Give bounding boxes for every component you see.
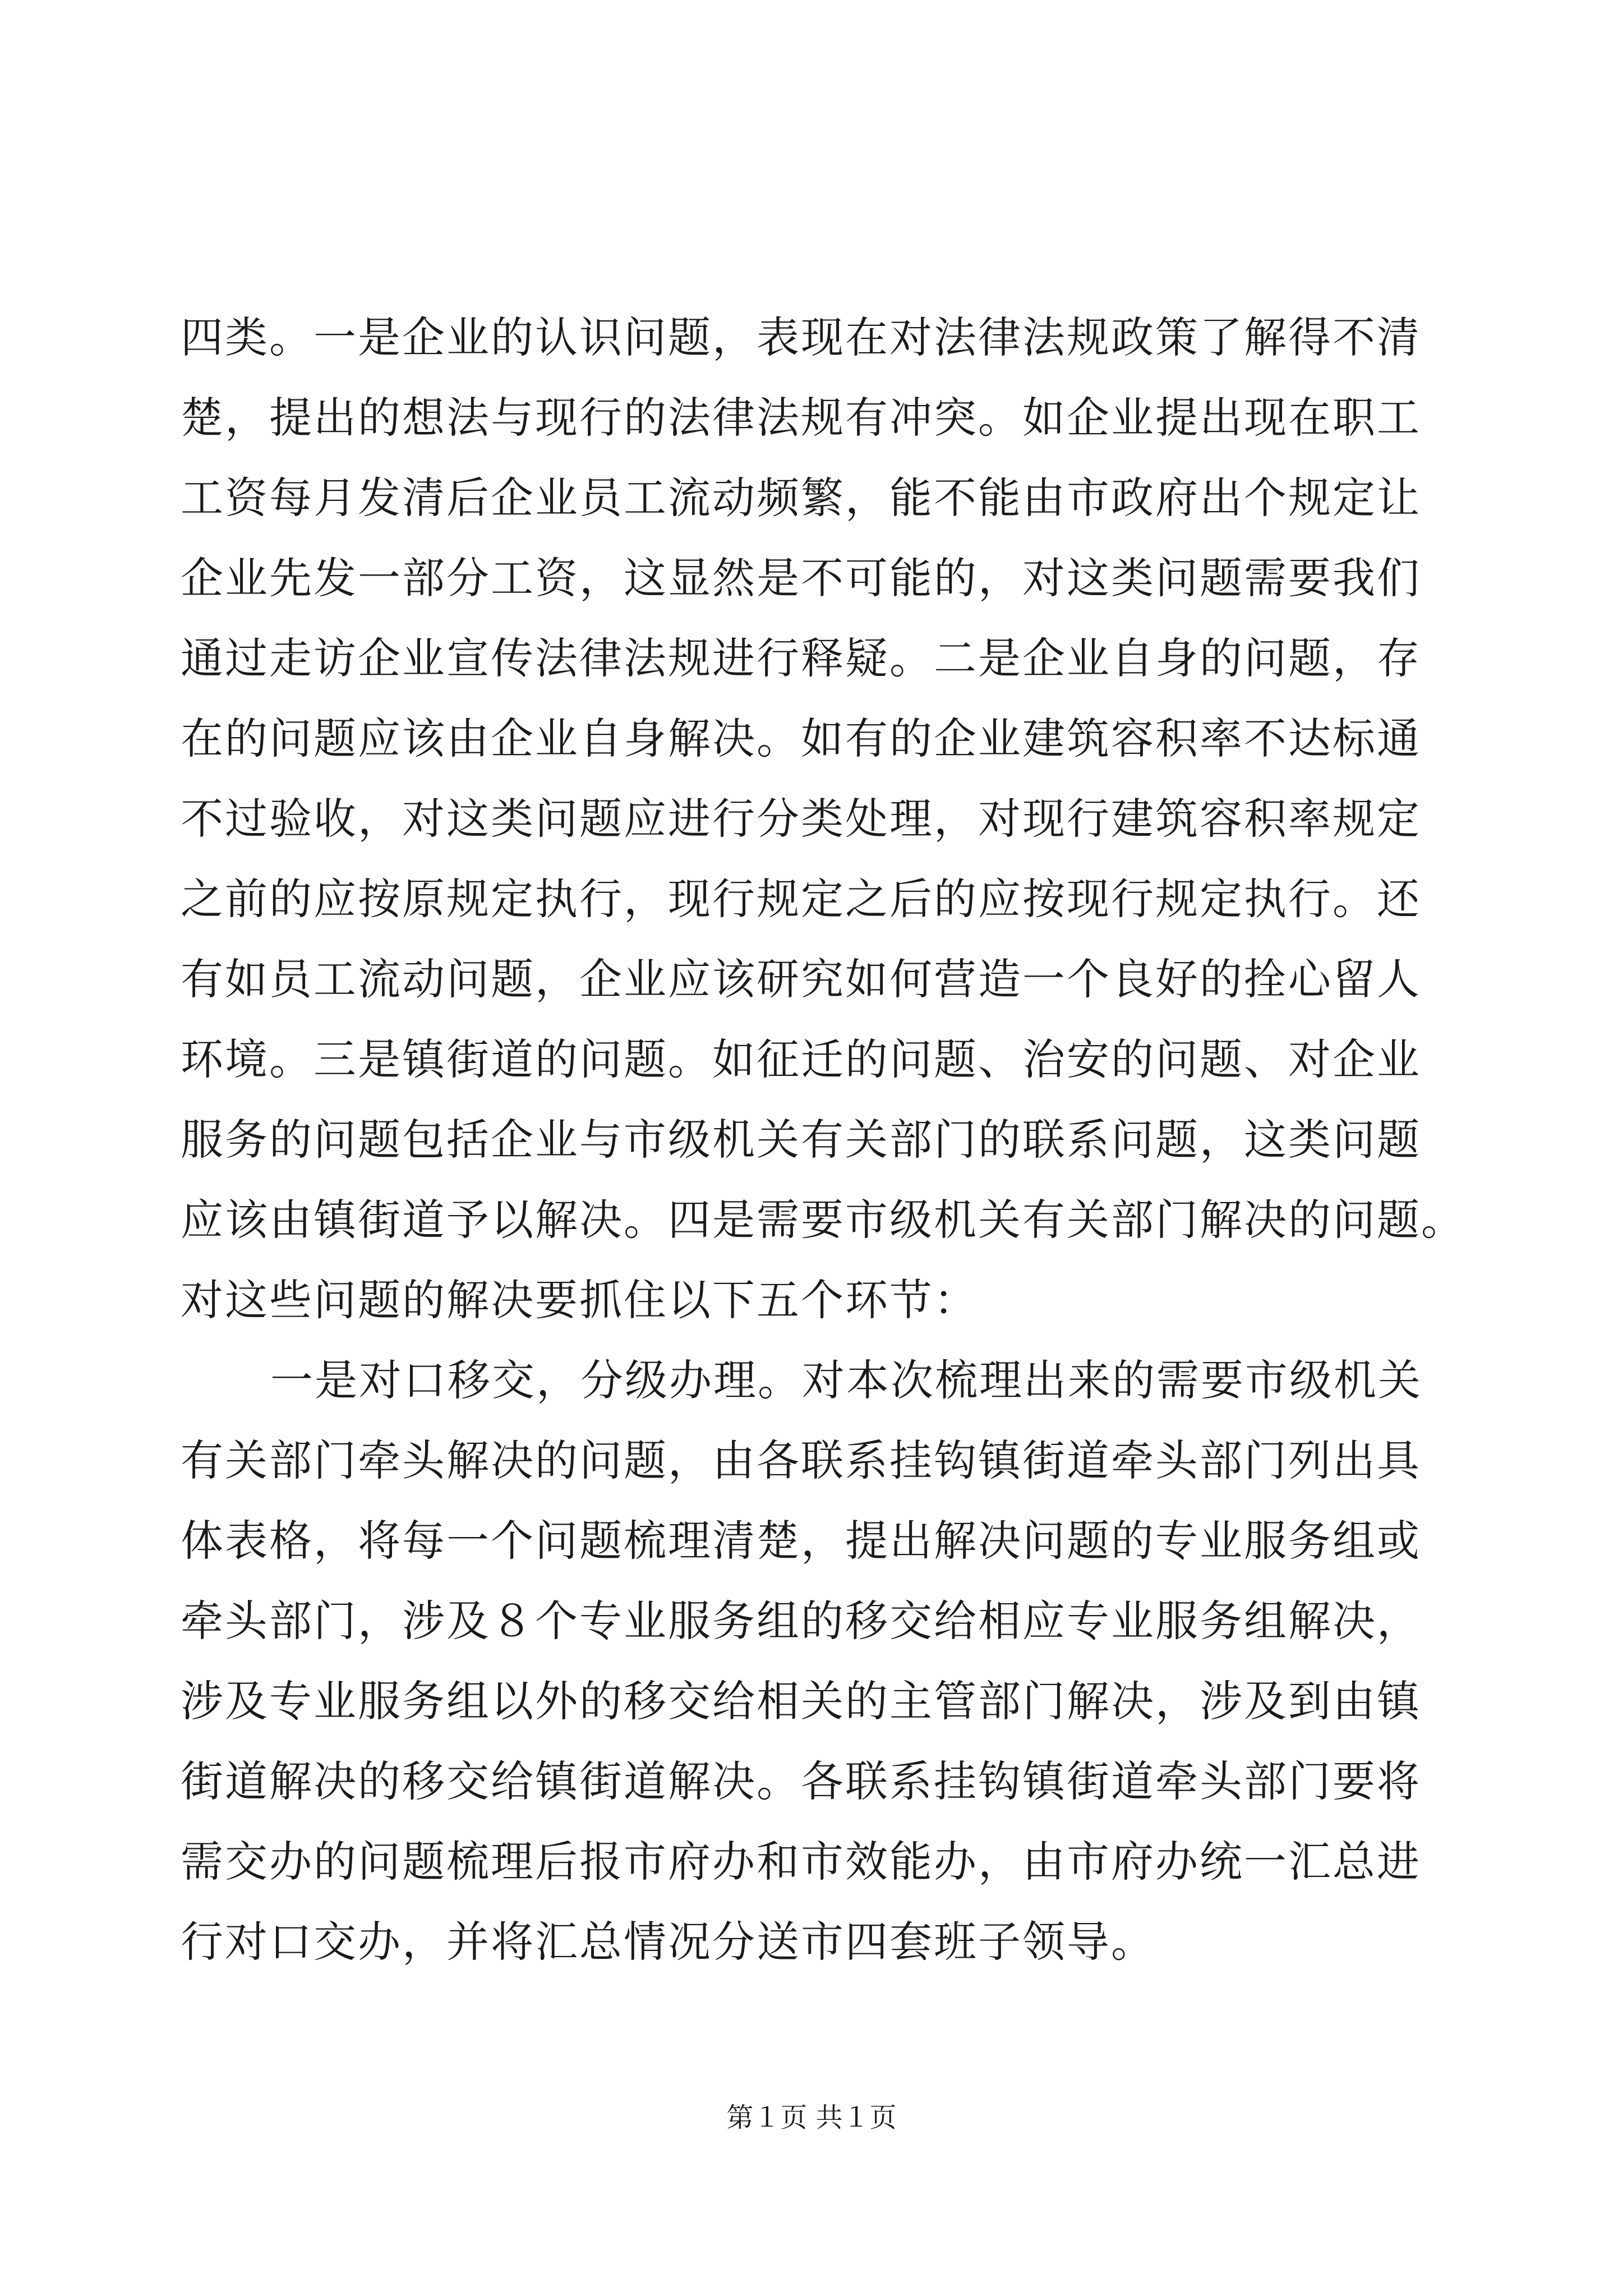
text-line: 企业先发一部分工资，这显然是不可能的，对这类问题需要我们 <box>181 553 1421 603</box>
text-line: 有如员工流动问题，企业应该研究如何营造一个良好的拴心留人 <box>181 954 1421 1004</box>
text-line: 对这些问题的解决要抓住以下五个环节： <box>181 1275 978 1325</box>
paragraph-first-line: 一是对口移交，分级办理。对本次梳理出来的需要市级机关 <box>270 1355 1422 1405</box>
text-line: 牵头部门，涉及８个专业服务组的移交给相应专业服务组解决， <box>181 1596 1421 1646</box>
text-line: 行对口交办，并将汇总情况分送市四套班子领导。 <box>181 1917 1155 1967</box>
text-line: 环境。三是镇街道的问题。如征迁的问题、治安的问题、对企业 <box>181 1034 1421 1084</box>
text-line: 工资每月发清后企业员工流动频繁，能不能由市政府出个规定让 <box>181 473 1421 523</box>
text-line: 四类。一是企业的认识问题，表现在对法律法规政策了解得不清 <box>181 312 1421 362</box>
text-line: 楚，提出的想法与现行的法律法规有冲突。如企业提出现在职工 <box>181 393 1421 443</box>
text-line: 涉及专业服务组以外的移交给相关的主管部门解决，涉及到由镇 <box>181 1676 1421 1726</box>
text-line: 之前的应按原规定执行，现行规定之后的应按现行规定执行。还 <box>181 874 1421 924</box>
text-line: 需交办的问题梳理后报市府办和市效能办，由市府办统一汇总进 <box>181 1837 1421 1887</box>
text-line: 应该由镇街道予以解决。四是需要市级机关有关部门解决的问题。 <box>181 1195 1465 1245</box>
document-body <box>181 297 1465 1982</box>
text-line: 街道解决的移交给镇街道解决。各联系挂钩镇街道牵头部门要将 <box>181 1756 1421 1806</box>
text-line: 通过走访企业宣传法律法规进行释疑。二是企业自身的问题，存 <box>181 633 1421 683</box>
text-line: 服务的问题包括企业与市级机关有关部门的联系问题，这类问题 <box>181 1115 1421 1165</box>
text-line: 有关部门牵头解决的问题，由各联系挂钩镇街道牵头部门列出具 <box>181 1435 1421 1485</box>
page-footer: 第１页 共１页 <box>726 2102 897 2133</box>
text-line: 体表格，将每一个问题梳理清楚，提出解决问题的专业服务组或 <box>181 1516 1421 1566</box>
text-line: 不过验收，对这类问题应进行分类处理，对现行建筑容积率规定 <box>181 794 1421 844</box>
text-line: 在的问题应该由企业自身解决。如有的企业建筑容积率不达标通 <box>181 714 1421 763</box>
